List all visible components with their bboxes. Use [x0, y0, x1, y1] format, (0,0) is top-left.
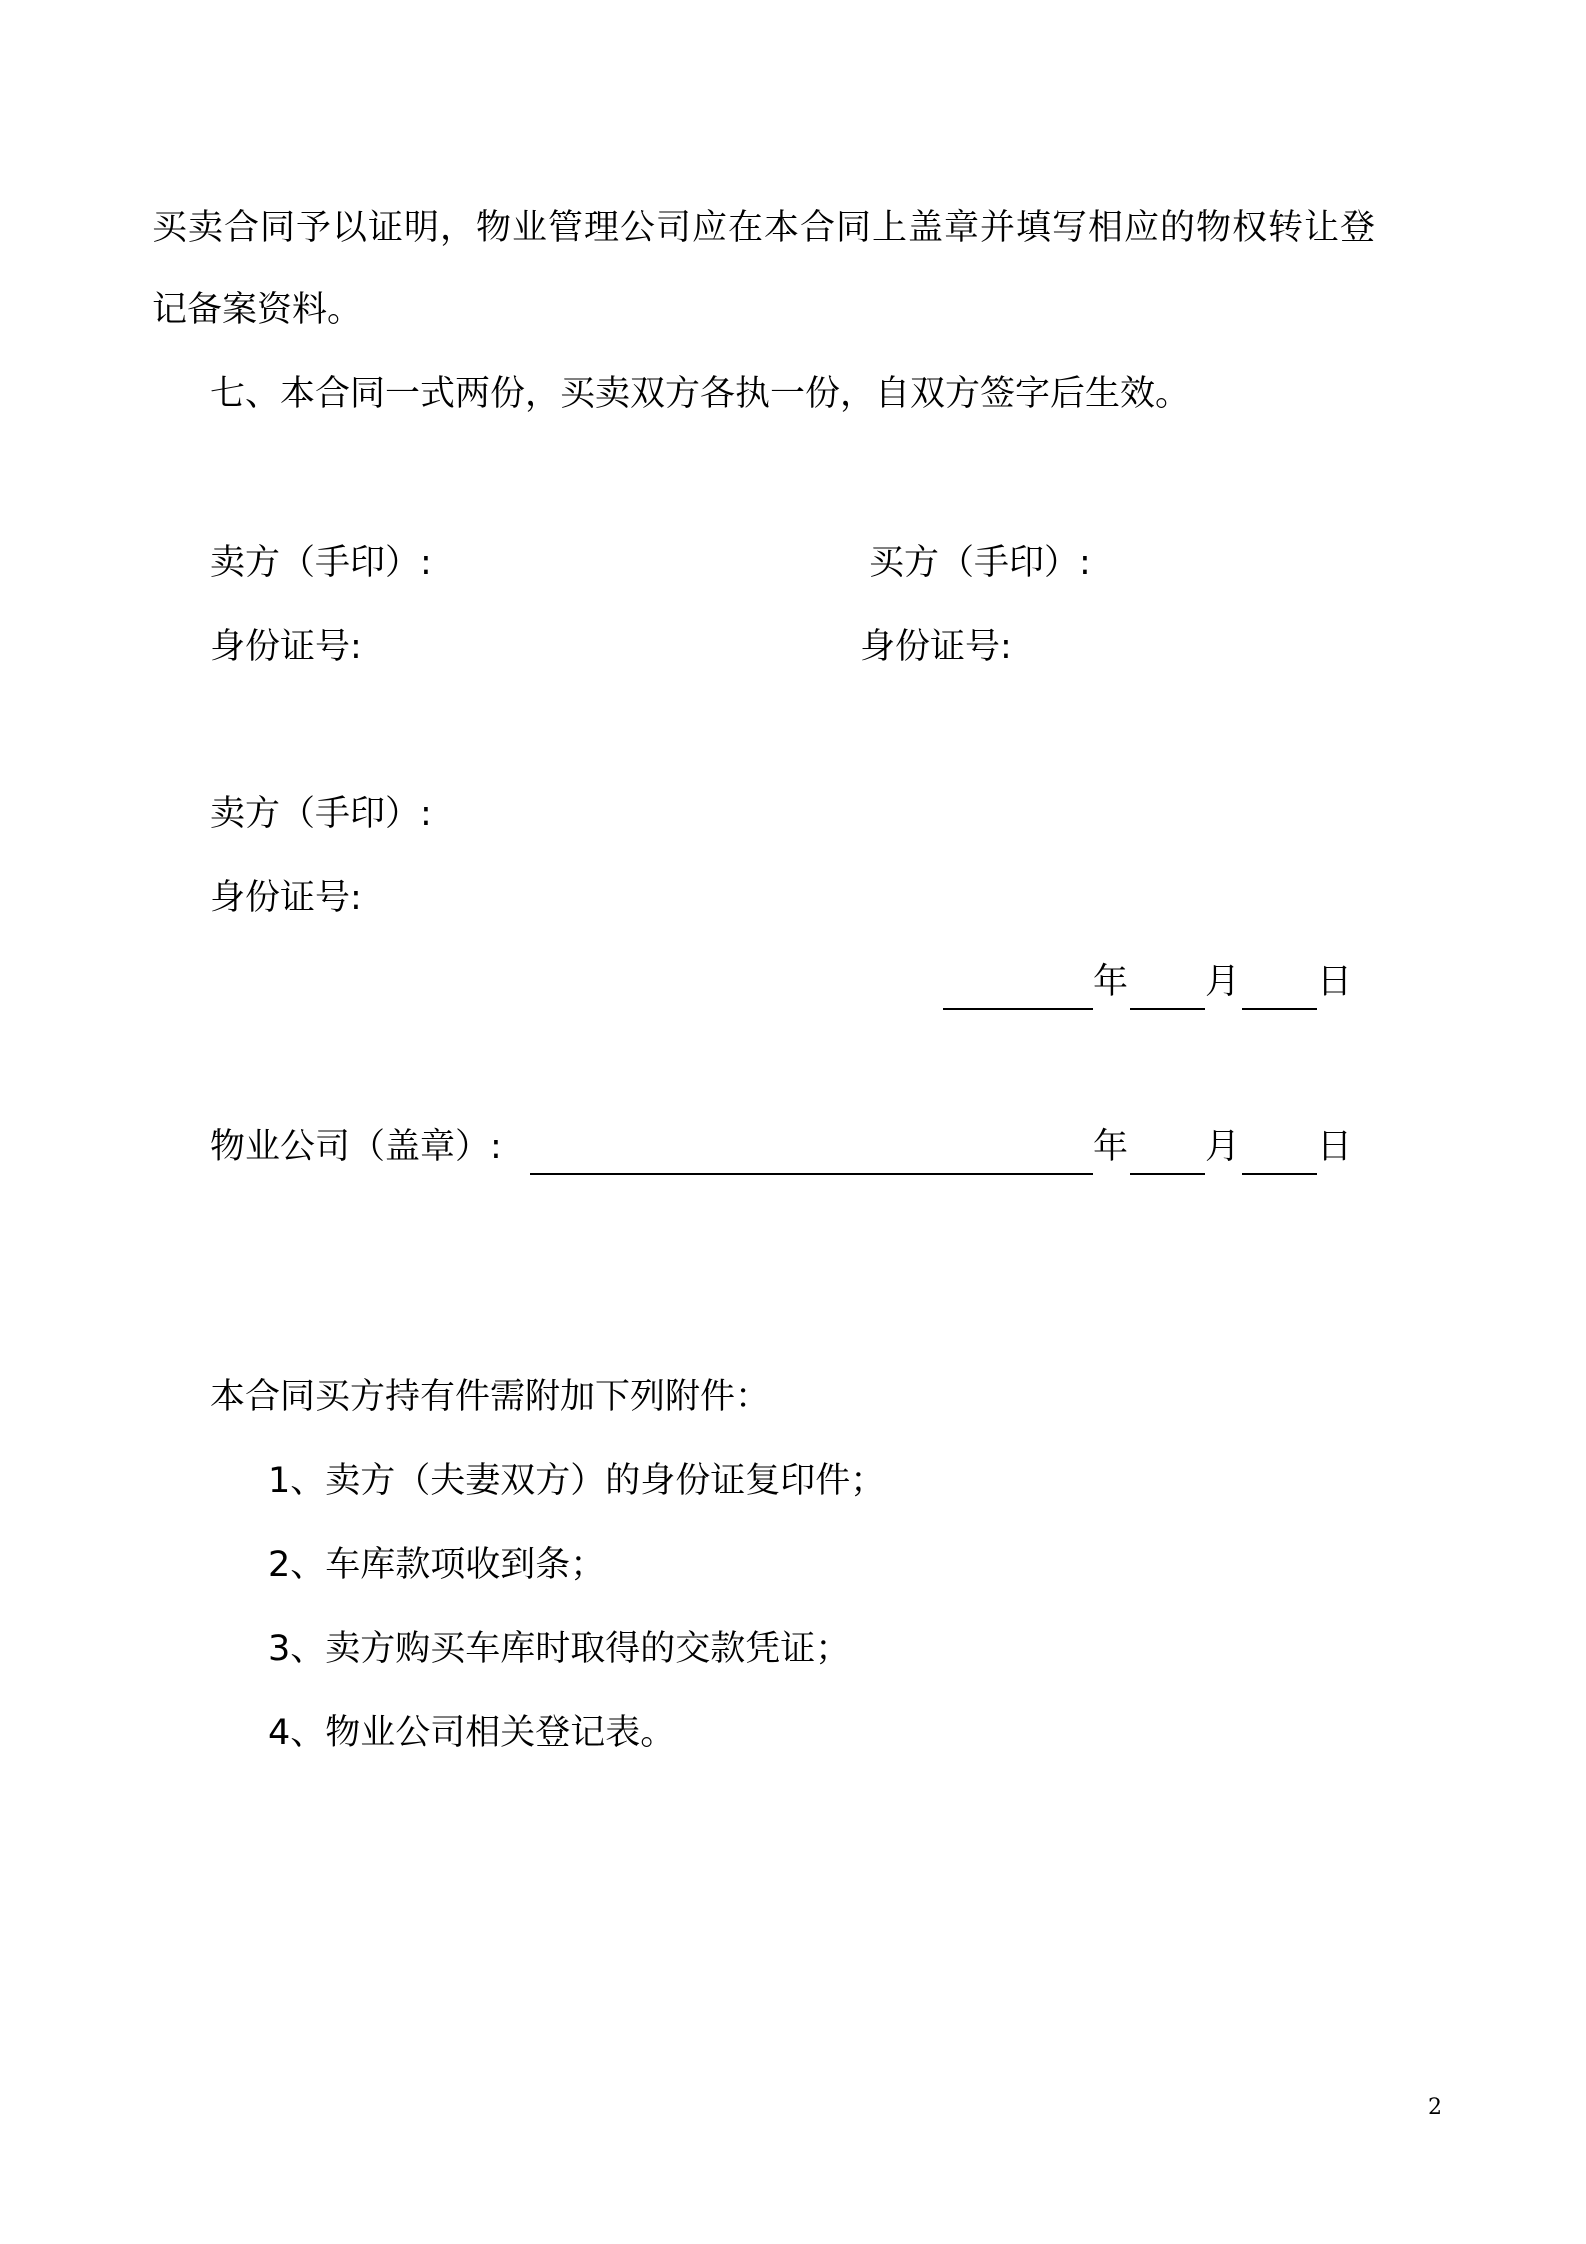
- date-day-label: 日: [1317, 962, 1353, 1002]
- date-day-blank: [1242, 1008, 1317, 1010]
- buyer-label: 买方（手印）:: [869, 543, 1091, 583]
- property-company-month-label: 月: [1205, 1127, 1241, 1167]
- seller-2-label: 卖方（手印）:: [210, 794, 432, 834]
- attachment-item-1: 1、卖方（夫妻双方）的身份证复印件；: [268, 1461, 886, 1501]
- property-company-stamp-blank: [530, 1173, 1093, 1175]
- clause-6-line-1: 买卖合同予以证明，物业管理公司应在本合同上盖章并填写相应的物权转让登: [152, 208, 1377, 248]
- attachments-heading: 本合同买方持有件需附加下列附件：: [210, 1377, 771, 1417]
- seller-2-id-label: 身份证号:: [210, 878, 362, 918]
- property-company-label: 物业公司（盖章）:: [210, 1127, 502, 1167]
- seller-1-id-label: 身份证号:: [210, 627, 362, 667]
- property-company-day-label: 日: [1317, 1127, 1353, 1167]
- attachment-item-3: 3、卖方购买车库时取得的交款凭证；: [268, 1629, 851, 1669]
- property-company-month-blank: [1130, 1173, 1205, 1175]
- page-number: 2: [1428, 2095, 1442, 2120]
- date-month-blank: [1130, 1008, 1205, 1010]
- property-company-day-blank: [1242, 1173, 1317, 1175]
- attachment-item-4: 4、物业公司相关登记表。: [268, 1713, 676, 1753]
- property-company-year-label: 年: [1093, 1127, 1129, 1167]
- attachment-item-2: 2、车库款项收到条；: [268, 1545, 606, 1585]
- clause-6-line-2: 记备案资料。: [152, 290, 363, 330]
- date-year-blank: [943, 1008, 1093, 1010]
- date-year-label: 年: [1093, 962, 1129, 1002]
- date-month-label: 月: [1205, 962, 1241, 1002]
- seller-1-label: 卖方（手印）:: [210, 543, 432, 583]
- buyer-id-label: 身份证号:: [860, 627, 1012, 667]
- clause-7: 七、本合同一式两份，买卖双方各执一份，自双方签字后生效。: [210, 374, 1191, 414]
